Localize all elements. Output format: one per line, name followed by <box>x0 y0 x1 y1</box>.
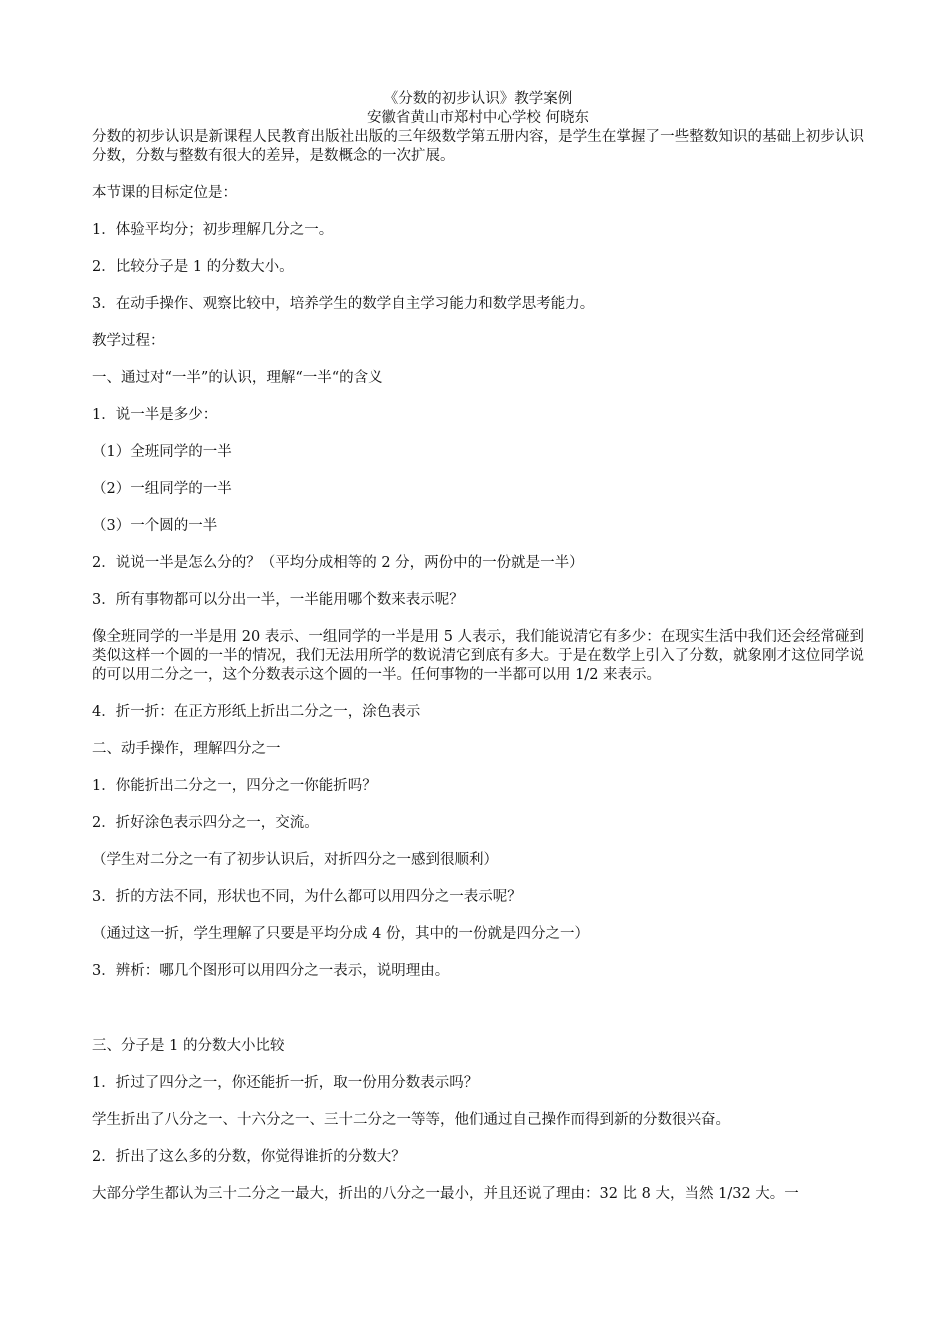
section-3-heading: 三、分子是 1 的分数大小比较 <box>92 1038 285 1054</box>
goal-item-2: 2．比较分子是 1 的分数大小。 <box>92 259 294 275</box>
goal-item-3: 3．在动手操作、观察比较中，培养学生的数学自主学习能力和数学思考能力。 <box>92 296 595 312</box>
section-2-item-2: 2．折好涂色表示四分之一，交流。 <box>92 815 319 831</box>
section-1-subitem-1: （1）全班同学的一半 <box>92 444 232 460</box>
section-2-heading: 二、动手操作，理解四分之一 <box>92 741 281 757</box>
section-1-item-1: 1．说一半是多少： <box>92 407 218 423</box>
section-1-explanation: 像全班同学的一半是用 20 表示、一组同学的一半是用 5 人表示，我们能说清它有多少：在现实生活中我们还会经常碰到类似这样一个圆的一半的情况，我们无法用所学的数说清它到底有多大。于是在数学上引入了分数，就象刚才这位同学说的可以用二分之一，这个分数表示这个圆的一半。任何事物的一半都可以用 1/2 来表示。 <box>92 629 864 683</box>
goal-item-1: 1．体验平均分；初步理解几分之一。 <box>92 222 334 238</box>
section-2-item-1: 1．你能折出二分之一，四分之一你能折吗？ <box>92 778 377 794</box>
section-1-item-4: 4．折一折：在正方形纸上折出二分之一，涂色表示 <box>92 704 421 720</box>
section-3-observation: 学生折出了八分之一、十六分之一、三十二分之一等等，他们通过自己操作而得到新的分数很兴奋。 <box>92 1112 730 1128</box>
section-3-conclusion: 大部分学生都认为三十二分之一最大，折出的八分之一最小，并且还说了理由：32 比 8 大，当然 1/32 大。一 <box>92 1186 799 1202</box>
section-2-note-1: （学生对二分之一有了初步认识后，对折四分之一感到很顺利） <box>92 852 498 868</box>
document-author: 安徽省黄山市郑村中心学校 何晓东 <box>366 110 590 126</box>
document-page <box>92 90 864 1204</box>
document-title: 《分数的初步认识》教学案例 <box>383 91 573 107</box>
section-3-item-2: 2．折出了这么多的分数，你觉得谁折的分数大？ <box>92 1149 406 1165</box>
intro-paragraph: 分数的初步认识是新课程人民教育出版社出版的三年级数学第五册内容，是学生在掌握了一些整数知识的基础上初步认识分数，分数与整数有很大的差异，是数概念的一次扩展。 <box>92 129 864 164</box>
section-1-subitem-2: （2）一组同学的一半 <box>92 481 232 497</box>
section-1-item-3: 3．所有事物都可以分出一半，一半能用哪个数来表示呢？ <box>92 592 464 608</box>
section-1-item-2: 2．说说一半是怎么分的？（平均分成相等的 2 分，两份中的一份就是一半） <box>92 555 584 571</box>
section-2-item-4: 3．辨析：哪几个图形可以用四分之一表示，说明理由。 <box>92 963 450 979</box>
section-1-subitem-3: （3）一个圆的一半 <box>92 518 218 534</box>
goals-heading: 本节课的目标定位是： <box>92 185 237 201</box>
section-2-note-2: （通过这一折，学生理解了只要是平均分成 4 份，其中的一份就是四分之一） <box>92 926 589 942</box>
process-heading: 教学过程： <box>92 333 165 349</box>
section-3-item-1: 1．折过了四分之一，你还能折一折，取一份用分数表示吗？ <box>92 1075 479 1091</box>
section-1-heading: 一、通过对“一半”的认识，理解“一半“的含义 <box>92 370 383 386</box>
section-2-item-3: 3．折的方法不同，形状也不同，为什么都可以用四分之一表示呢？ <box>92 889 522 905</box>
